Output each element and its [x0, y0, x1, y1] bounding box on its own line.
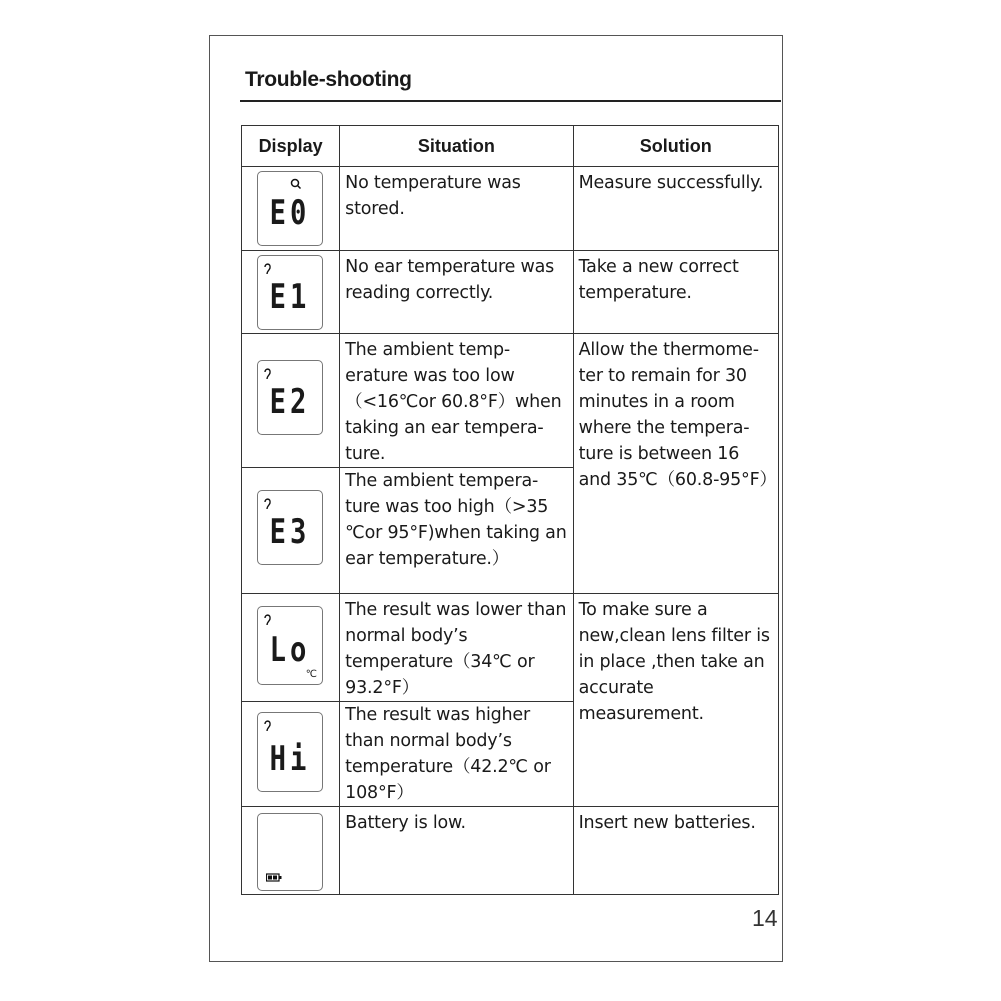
lcd-display — [257, 606, 323, 685]
ear-icon — [263, 367, 272, 380]
situation-text: The ambient temp-erature was too low（<16℃or 60.8°F）when taking an ear tempera-ture. — [345, 340, 562, 464]
situation-text: The ambient tempera-ture was too high（>35 ℃or 95°F)when taking an ear temperature.） — [345, 471, 567, 569]
display-cell — [242, 807, 340, 895]
lcd-display — [257, 813, 323, 891]
troubleshooting-table — [241, 125, 779, 895]
ear-icon — [263, 719, 272, 732]
error-code: Lo — [269, 630, 311, 670]
ear-icon — [263, 613, 272, 626]
solution-text: Insert new batteries. — [578, 813, 756, 833]
ear-icon — [263, 497, 272, 510]
error-code: E0 — [269, 193, 311, 233]
display-cell — [242, 334, 340, 468]
table-row — [242, 167, 779, 251]
page-number: 14 — [752, 905, 778, 931]
situation-text: The result was higher than normal body’s temperature（42.2℃ or 108°F） — [345, 705, 551, 803]
situation-text: No temperature was stored. — [345, 173, 521, 219]
situation-text: The result was lower than normal body’s temperature（34℃ or 93.2°F） — [345, 600, 567, 698]
table-row — [242, 807, 779, 895]
display-cell — [242, 167, 340, 251]
display-cell — [242, 702, 340, 807]
error-code: E1 — [269, 277, 311, 317]
solution-text: Allow the thermome-ter to remain for 30 minutes in a room where the tempera-ture is between 16 and 35℃（60.8-95°F） — [578, 340, 777, 490]
error-code: E2 — [269, 382, 311, 422]
memory-icon — [290, 178, 302, 190]
table-row — [242, 334, 779, 468]
display-cell — [242, 594, 340, 702]
error-code: Hi — [269, 739, 311, 779]
lcd-display — [257, 490, 323, 565]
solution-text: Measure successfully. — [578, 173, 764, 193]
ear-icon — [263, 262, 272, 275]
header-display: Display — [242, 126, 340, 167]
display-cell — [242, 251, 340, 334]
title-divider — [240, 100, 781, 102]
page-title: Trouble-shooting — [245, 68, 412, 91]
table-row — [242, 594, 779, 702]
header-situation: Situation — [340, 126, 573, 167]
lcd-display — [257, 171, 323, 246]
solution-text: Take a new correct temperature. — [578, 257, 739, 303]
lcd-display — [257, 255, 323, 330]
situation-text: Battery is low. — [345, 813, 466, 833]
lcd-display — [257, 712, 323, 792]
display-cell — [242, 468, 340, 594]
situation-text: No ear temperature was reading correctly. — [345, 257, 555, 303]
lcd-display — [257, 360, 323, 435]
celsius-unit: ℃ — [305, 669, 317, 680]
header-solution: Solution — [573, 126, 778, 167]
battery-low-icon — [266, 873, 282, 882]
table-header-row — [242, 126, 779, 167]
table-row — [242, 251, 779, 334]
error-code: E3 — [269, 512, 311, 552]
solution-text: To make sure a new,clean lens filter is in place ,then take an accurate measurement. — [578, 600, 770, 724]
